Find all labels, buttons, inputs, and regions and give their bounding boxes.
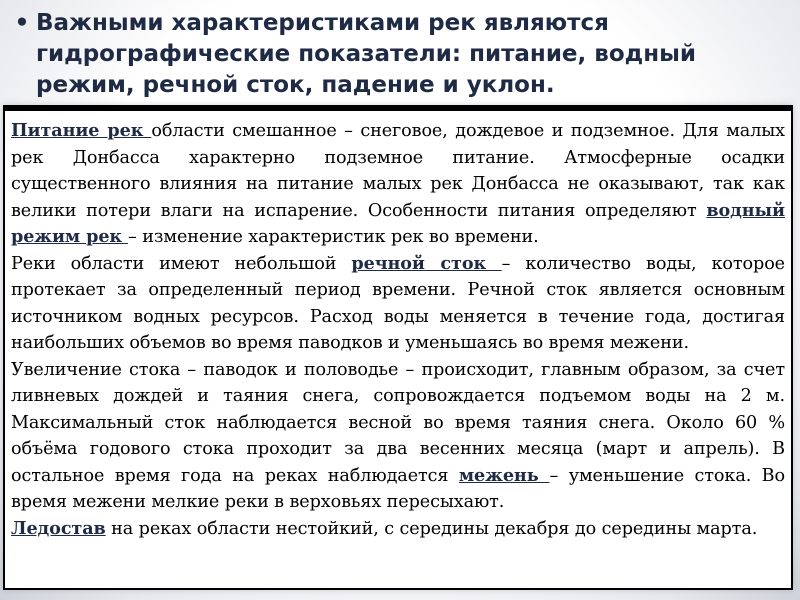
key-term: межень [458,464,550,486]
body-text-segment: – количество воды, которое протекает за определенный период времени. Речной сток является основным источником водных ресурсов. Расход воды меняется в течение года, достигая наибольших объемов во время паводков и уменьшаясь во время межени. [11,253,785,353]
body-text-segment: – изменение характеристик рек во времени. [128,227,539,247]
body-text-segment: на реках области нестойкий, с середины декабря до середины марта. [105,518,758,539]
body-text-segment: Увеличение стока – паводок и половодье – происходит, главным образом, за счет ливневых дождей и таяния снега, сопровождается подъемом воды на 2 м. Максимальный сток наблюдается весной во время таяния снега. Около 60 % объёма годового стока проходит за два весенних месяца (март и апрель). В остальное время года на реках наблюдается [11,359,785,486]
paragraph-flow-increase [11,357,785,516]
bullet-icon: • [14,10,30,36]
paragraph-river-flow [11,251,785,357]
body-text-segment: области смешанное – снеговое, дождевое и подземное. Для малых рек Донбасса характерно подземное питание. Атмосферные осадки существенного влияния на питание малых рек Донбасса не оказывают, так как велики потери влаги на испарение. Особенности питания определяют [11,121,786,221]
headline-text: Важными характеристиками рек являются гидрографические показатели: питание, водный режим, речной сток, падение и уклон. [36,10,697,98]
key-term: Ледостав [11,517,106,539]
headline [8,8,788,101]
key-term: водный режим рек [11,199,785,247]
paragraph-freeze-up [11,516,785,543]
key-term: Питание рек [11,120,152,141]
content-box [3,105,793,590]
body-text-segment: Реки области имеют небольшой [11,253,352,274]
body-text-segment: – уменьшение стока. Во время межени мелкие реки в верховьях пересыхают. [11,465,785,512]
key-term: речной сток [351,252,502,274]
paragraph-river-feeding [11,118,785,251]
